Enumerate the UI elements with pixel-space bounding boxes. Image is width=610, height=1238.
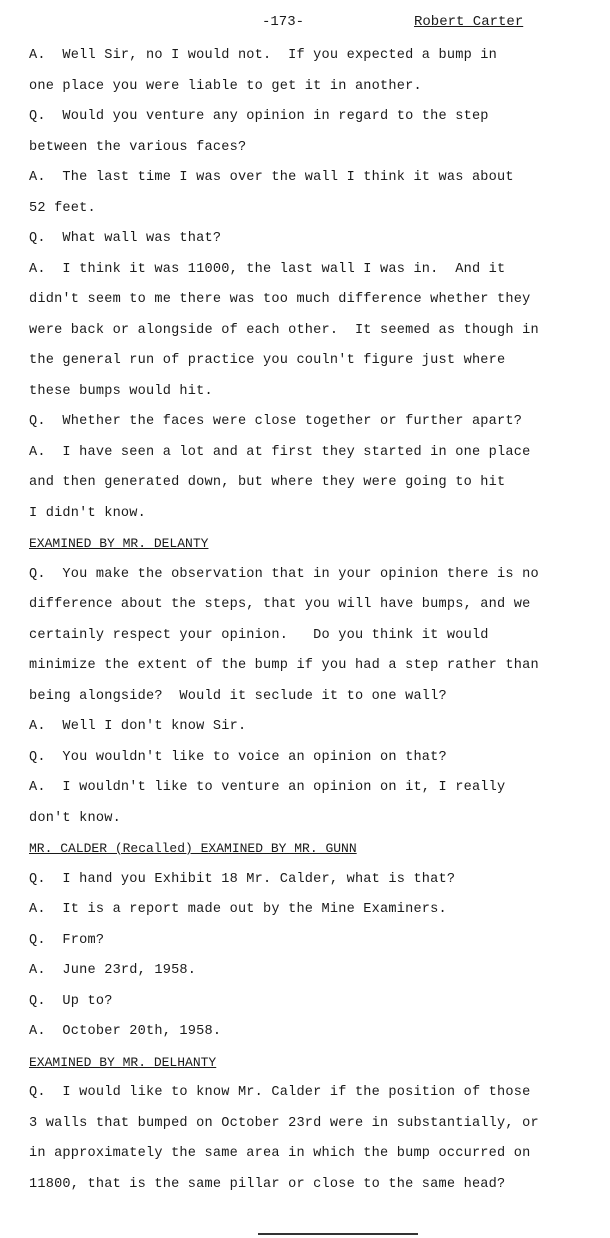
- transcript-line: being alongside? Would it seclude it to one wall?: [29, 688, 447, 704]
- transcript-line: 52 feet.: [29, 200, 96, 216]
- transcript-line: and then generated down, but where they were going to hit: [29, 475, 506, 490]
- transcript-line: I didn't know.: [29, 505, 147, 521]
- transcript-line: the general run of practice you couln't figure just where: [29, 353, 506, 368]
- transcript-line: A. Well Sir, no I would not. If you expected a bump in: [29, 48, 498, 63]
- transcript-line: Q. Up to?: [29, 993, 113, 1009]
- transcript-line: were back or alongside of each other. It seemed as though in: [29, 322, 539, 338]
- transcript-line: Q. You make the observation that in your opinion there is no: [29, 566, 539, 582]
- transcript-line: A. The last time I was over the wall I think it was about: [29, 170, 514, 185]
- witness-name: Robert Carter: [414, 14, 524, 30]
- transcript-line: Q. From?: [29, 932, 105, 948]
- transcript-line: Q. What wall was that?: [29, 231, 222, 246]
- transcript-line: A. I have seen a lot and at first they started in one place: [29, 444, 531, 460]
- transcript-line: A. I wouldn't like to venture an opinion on it, I really: [29, 780, 506, 795]
- footer-rule: [258, 1233, 418, 1235]
- transcript-line: A. I think it was 11000, the last wall I was in. And it: [29, 261, 506, 277]
- transcript-line: A. It is a report made out by the Mine Examiners.: [29, 902, 447, 917]
- transcript-line: Q. Whether the faces were close together or further apart?: [29, 414, 523, 429]
- transcript-line: minimize the extent of the bump if you had a step rather than: [29, 658, 539, 673]
- transcript-line: Q. You wouldn't like to voice an opinion on that?: [29, 749, 447, 765]
- transcript-line: Q. I hand you Exhibit 18 Mr. Calder, what is that?: [29, 871, 456, 887]
- transcript-line: A. Well I don't know Sir.: [29, 719, 247, 734]
- transcript-line: certainly respect your opinion. Do you think it would: [29, 627, 489, 643]
- transcript-line: difference about the steps, that you will have bumps, and we: [29, 597, 531, 612]
- transcript-line: A. October 20th, 1958.: [29, 1024, 222, 1039]
- transcript-line: between the various faces?: [29, 139, 247, 155]
- page-number: -173-: [262, 14, 305, 30]
- transcript-line: don't know.: [29, 810, 121, 826]
- transcript-line: A. June 23rd, 1958.: [29, 963, 197, 978]
- examination-heading: EXAMINED BY MR. DELANTY: [29, 536, 209, 551]
- transcript-line: Q. Would you venture any opinion in regard to the step: [29, 109, 489, 124]
- examination-heading: EXAMINED BY MR. DELHANTY: [29, 1054, 217, 1070]
- examination-heading: MR. CALDER (Recalled) EXAMINED BY MR. GUNN: [29, 841, 357, 856]
- transcript-line: one place you were liable to get it in another.: [29, 78, 422, 94]
- transcript-line: these bumps would hit.: [29, 383, 213, 399]
- page-header: [0, 12, 610, 36]
- transcript-line: 11800, that is the same pillar or close to the same head?: [29, 1176, 506, 1192]
- transcript-line: 3 walls that bumped on October 23rd were in substantially, or: [29, 1115, 539, 1131]
- transcript-line: didn't seem to me there was too much difference whether they: [29, 292, 531, 307]
- transcript-body: [29, 41, 599, 1200]
- transcript-line: Q. I would like to know Mr. Calder if the position of those: [29, 1085, 531, 1100]
- transcript-line: in approximately the same area in which the bump occurred on: [29, 1146, 531, 1161]
